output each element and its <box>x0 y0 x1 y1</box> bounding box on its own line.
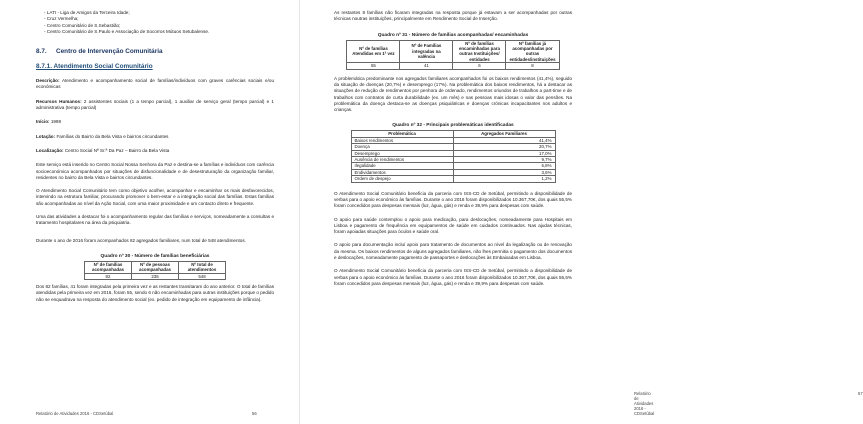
partner-list <box>44 10 274 35</box>
paragraph: Dos 82 famílias, 41 foram integradas pela primeira vez e as restantes transitaram do ano anterior. O total de famílias atendidas pela primeira vez em 2016, foram 55, sendo 6 não encaminhadas para outras instituições porque o pedido não se enquadrava na resposta do atendimento social (ex. pedido de integração em equipamento de infância). <box>36 284 275 302</box>
lotacao-text: Famílias do Bairro da Bela Vista e bairros circundantes <box>56 133 169 139</box>
table-header-cell: Nº total de atendimentos <box>179 261 226 273</box>
list-item: - Centro Comunitário de S.Sebastião; <box>44 22 121 28</box>
descricao-label: Descrição: <box>36 78 60 84</box>
paragraph: Este serviço está inserido no Centro Social Nossa Senhora da Paz e destina-se a famílias e indivíduos com carência socioeconómica acompanhados por situações de disfuncionalidade e de desestruturação da organização familiar, residentes no bairro da Bela Vista e bairros circundantes. <box>36 162 274 180</box>
table-header-cell: Nº de famílias Atendidas em 1ª vez <box>347 40 400 63</box>
table-cell: 6 <box>453 63 506 69</box>
table-header-cell: Problemática <box>351 131 453 137</box>
paragraph: O Atendimento Social Comunitário tem como objetivo acolher, acompanhar e encaminhar os mais desfavorecidos, intervindo na estrutura familiar, procurando promover o bem-estar e a integração social das famílias. Estas famílias são acompanhadas ao nível da Ação Social, com uma maior proximidade e um contacto direto e frequente. <box>36 188 274 206</box>
inicio-label: Início: <box>36 119 50 125</box>
paragraph: Durante o ano de 2016 foram acompanhados 82 agregados familiares, num total de 548 atendimentos. <box>36 237 246 243</box>
table-cell: 82 <box>85 273 132 279</box>
paragraph: As restantes 8 famílias não ficaram integradas na resposta porque já estavam a ser acompanhadas por outras técnicas noutras instituições, principalmente em Rendimento Social de Inserção. <box>334 10 572 22</box>
paragraph: O apoio para saúde contemplou o apoio para medicação, para deslocações, nomeadamente para Hospitais em Lisboa e pagamento de frequência em equipamentos de saúde em cuidados continuados. Nas ajudas técnicas, foram apoiadas situações para óculos e saúde oral. <box>334 216 572 235</box>
paragraph: O apoio para documentação incluí apoio para tratamento de documentos ao nível da legalização ou de renovação da mesma. Os baixos rendimentos de alguns agregados familiares, não lhes permitia o pagamento dos documentos e deslocações, nomeadamente pagamento de passaportes e deslocações às Embaixadas em Lisboa. <box>334 242 572 261</box>
table-cell: Ordem de despejo <box>351 176 453 182</box>
section-title: Centro de Intervenção Comunitária <box>56 48 163 56</box>
subsection-heading <box>36 63 274 70</box>
table-cell: 20,7% <box>453 144 555 150</box>
table-cell: 41,4% <box>453 137 555 143</box>
list-item: - Cruz Vermelha; <box>44 16 79 22</box>
paragraph: A problemática predominante nos agregados familiares acompanhados foi os baixos rendimentos (41,4%), seguido da situação de doenças (20,7%) e desemprego (17%). Na problemática dos baixos rendimentos, há a destacar as situações de redução de rendimentos por penhora de ordenado, rendimentos oriundos de trabalhos a part-time e de trabalhos com contratos de curta durabilidade (ex. um mês) e nas pessoas mais idosas o valor das pensões. Na problemática da doença destaca-se as doenças psiquiátricas e doenças crónicas incapacitantes nos adultos e crianças. <box>334 75 572 113</box>
lotacao-field <box>36 134 274 140</box>
inicio-text: 1998 <box>50 119 62 125</box>
table-cell: Desemprego <box>351 150 453 156</box>
table-caption: Quadro nº 31 - Número de famílias acompanhadas/ encaminhadas <box>377 32 529 38</box>
table-row <box>351 176 555 182</box>
table-cell: 55 <box>347 63 400 69</box>
table-header-row <box>347 40 559 63</box>
list-item: - Centro Comunitário de S.Paulo e Associação de Socorros Mútuos Setubalense. <box>44 28 210 34</box>
table-header-cell: Nº de famílias encaminhadas para outras Instituições/ entidades <box>453 40 506 63</box>
paragraph: Uma das atividades a destacar foi o acompanhamento regular das famílias e serviços, nomeadamente a consultas e tratamento hospitalares na área da psiquiatria. <box>36 214 274 226</box>
table-cell: 5,8% <box>453 163 555 169</box>
inicio-field <box>36 119 274 125</box>
table-cell: Endividamentos <box>351 169 453 175</box>
table-cell: 17,0% <box>453 150 555 156</box>
right-page <box>300 0 863 424</box>
section-heading <box>36 48 274 55</box>
table-header-cell: Nº de famílias acompanhadas <box>85 261 132 273</box>
table-caption: Quadro nº 32 - Principais problemáticas identificadas <box>392 123 514 129</box>
lotacao-label: Lotação: <box>36 133 56 139</box>
subsection-number: 8.7.1. <box>36 63 52 71</box>
paragraph: O Atendimento Social Comunitário beneficia da parceria com ISS-CD de Setúbal, permitindo a disponibilidade de verbas para o apoio económico às famílias. Durante o ano 2016 foram disponibilizados 10.367,70€, dos quais 55,5% foram concedidos para despesas mensais (luz, água, gás) e renda e 39,9% para despesas com saúde. <box>334 190 573 209</box>
descricao-field <box>36 78 274 91</box>
table-row <box>347 63 559 69</box>
recursos-text: 2 assistentes sociais (1 a tempo parcial), 1 auxiliar de serviço geral (tempo parcial) e 1 administrativa (tempo parcial) <box>36 98 274 111</box>
footer-text: Relatório de Atividades 2016 - CDSetúbal <box>36 411 114 416</box>
table-header-cell: Nº de pessoas acompanhadas <box>132 261 179 273</box>
table-header-cell: Agregados Familiares <box>453 131 555 137</box>
list-item: - LATI - Liga de Amigos da Terceira Idade; <box>44 10 130 15</box>
page-footer <box>634 391 863 416</box>
section-number: 8.7. <box>36 48 47 56</box>
beneficiary-families-table <box>84 261 226 280</box>
table-row <box>85 273 226 279</box>
localizacao-text: Centro Social Nª Sr.ª Da Paz – Bairro da Bela Vista <box>64 147 170 153</box>
table-cell: Baixos rendimentos <box>351 137 453 143</box>
table-caption: Quadro nº 30 - Número de famílias beneficiárias <box>100 253 210 259</box>
table-cell: 9,7% <box>453 157 555 163</box>
page-number: 57 <box>858 391 863 396</box>
paragraph: O Atendimento Social Comunitário beneficia da parceria com ISS-CD de Setúbal, permitindo a disponibilidade de verbas para o apoio económico às famílias. Durante o ano 2016 foram disponibilizados 10.367,70€, dos quais 55,5% foram concedidos para despesas mensais (luz, água, gás) e renda e 39,9% para despesas com saúde. <box>334 268 573 286</box>
table-cell: Ausência de rendimentos <box>351 157 453 163</box>
table-cell: 3,6% <box>453 169 555 175</box>
table-cell: Doença <box>351 144 453 150</box>
families-referred-table <box>346 40 559 70</box>
descricao-text: Atendimento e acompanhamento social de famílias/indivíduos com graves carências sociais e/ou económicas <box>36 78 274 90</box>
problems-table <box>351 130 556 182</box>
table-header-cell: Nº famílias já acompanhadas por outras entidades/instituições <box>506 40 559 63</box>
table-cell: Ilegalidade <box>351 163 453 169</box>
table-cell: 1,2% <box>453 176 555 182</box>
localizacao-label: Localização: <box>36 147 64 153</box>
table-header-cell: Nº de Famílias integradas na valência <box>400 40 453 63</box>
table-header-row <box>85 261 226 273</box>
footer-text: Relatório de Atividades 2016 - CDSetúbal <box>634 391 655 416</box>
table-cell: 41 <box>400 63 453 69</box>
localizacao-field <box>36 148 274 154</box>
recursos-field <box>36 99 274 112</box>
left-page <box>0 0 300 424</box>
page-number: 56 <box>252 411 257 416</box>
subsection-title: Atendimento Social Comunitário <box>53 63 153 71</box>
table-cell: 548 <box>179 273 226 279</box>
recursos-label: Recursos Humanos: <box>36 98 82 104</box>
table-cell: 235 <box>132 273 179 279</box>
table-cell: 8 <box>506 63 559 69</box>
page-footer <box>36 411 257 416</box>
